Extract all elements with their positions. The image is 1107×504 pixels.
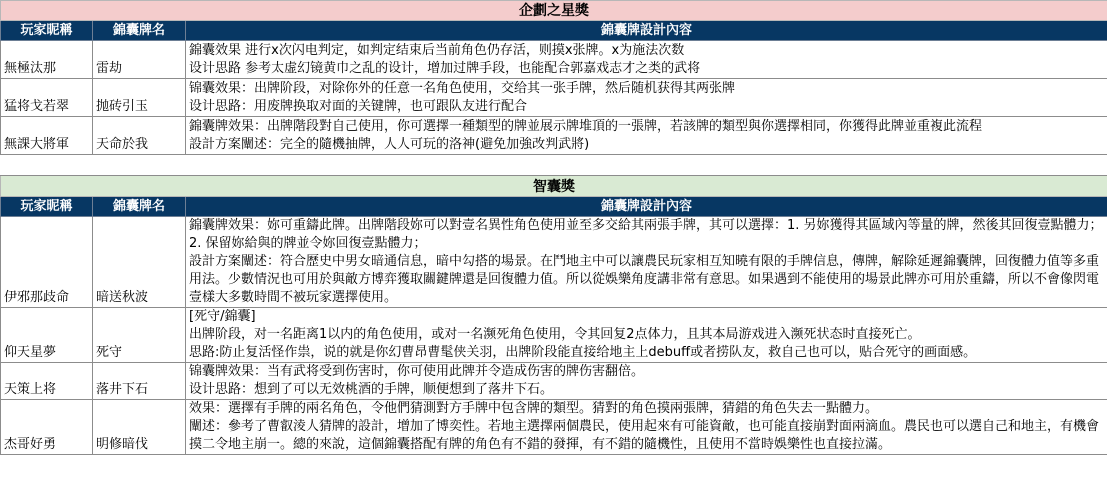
section2-header-row: [1, 197, 1107, 217]
table-row: [1, 363, 1107, 400]
card-cell[interactable]: 暗送秋波: [93, 217, 186, 308]
content-line: 锦囊效果：出牌阶段，对除你外的任意一名角色使用，交给其一张手牌，然后随机获得其两张牌: [189, 81, 736, 96]
content-cell[interactable]: [186, 117, 1107, 155]
content-cell[interactable]: [186, 308, 1107, 363]
empty-cell[interactable]: [1, 155, 1107, 176]
content-cell[interactable]: [186, 363, 1107, 400]
player-cell[interactable]: 杰哥好勇: [1, 400, 93, 455]
card-cell[interactable]: 落井下石: [93, 363, 186, 400]
card-cell[interactable]: 天命於我: [93, 117, 186, 155]
content-line: 设计思路：用废牌换取对面的关键牌，也可跟队友进行配合: [189, 99, 528, 114]
card-cell[interactable]: 明修暗伐: [93, 400, 186, 455]
section1-title[interactable]: 企劃之星獎: [1, 1, 1107, 21]
content-line: 思路:防止复活怪作祟，说的就是你幻曹昂曹髦侠关羽，出牌阶段能直接给地主上debuff或者捞队友，救自己也可以，贴合死守的画面感。: [189, 345, 977, 360]
header-content[interactable]: 錦囊牌設計內容: [186, 21, 1107, 41]
content-line: 出牌阶段，对一名距离1以内的角色使用，或对一名濒死角色使用，令其回复2点体力，且其本局游戏进入濒死状态时直接死亡。: [189, 327, 921, 342]
header-player[interactable]: 玩家昵稱: [1, 197, 93, 217]
player-cell[interactable]: 天策上将: [1, 363, 93, 400]
content-line: 錦囊牌效果：出牌階段對自己使用，你可選擇一種類型的牌並展示牌堆頂的一張牌，若該牌的類型與你選擇相同，你獲得此牌並重複此流程: [189, 119, 983, 134]
header-player[interactable]: 玩家昵稱: [1, 21, 93, 41]
section1-title-row: [1, 1, 1107, 21]
player-cell[interactable]: 仰天星夢: [1, 308, 93, 363]
content-cell[interactable]: [186, 400, 1107, 455]
section2-title-row: [1, 176, 1107, 197]
content-line: 设计思路 参考太虚幻镜黄巾之乱的设计，增加过牌手段，也能配合郭嘉戏志才之类的武将: [189, 61, 701, 76]
card-cell[interactable]: 雷劫: [93, 41, 186, 79]
content-cell[interactable]: [186, 79, 1107, 117]
table-row: [1, 217, 1107, 308]
player-cell[interactable]: 伊邪那歧命: [1, 217, 93, 308]
header-card[interactable]: 錦囊牌名: [93, 21, 186, 41]
table-row: [1, 79, 1107, 117]
card-cell[interactable]: 死守: [93, 308, 186, 363]
table-row: [1, 400, 1107, 455]
player-cell[interactable]: 無課大將軍: [1, 117, 93, 155]
content-line: 設計方案闡述：符合歷史中男女暗通信息，暗中勾搭的場景。在鬥地主中可以讓農民玩家相互知曉有限的手牌信息，傳牌，解除延遲錦囊牌，回復體力值等多重用法。少數情況也可用於與敵方博弈獲取關鍵牌還是回復體力值。所以從娛樂角度講非常有意思。如果遇到不能使用的場景此牌亦可用於重鑄，所以不會像閃電壹樣大多數時間不被玩家選擇使用。: [189, 254, 1100, 305]
player-cell[interactable]: 無極汰那: [1, 41, 93, 79]
player-cell[interactable]: 猛将戈若翠: [1, 79, 93, 117]
content-line: 錦囊牌效果：妳可重鑄此牌。出牌階段妳可以對壹名異性角色使用並至多交給其兩張手牌，其可以選擇：1. 另妳獲得其區域內等量的牌，然後其回復壹點體力；2. 保留妳給與的牌並令妳回復壹點體力；: [189, 218, 1103, 251]
header-card[interactable]: 錦囊牌名: [93, 197, 186, 217]
content-line: 設計方案闡述：完全的隨機抽牌，人人可玩的洛神(避免加強改判武將): [189, 137, 590, 152]
content-line: 效果：選擇有手牌的兩名角色，令他們猜測對方手牌中包含牌的類型。猜對的角色摸兩張牌，猜錯的角色失去一點體力。: [189, 401, 879, 416]
table-row: [1, 308, 1107, 363]
content-cell[interactable]: [186, 217, 1107, 308]
spacer-row: [1, 155, 1107, 176]
content-line: [死守/錦囊]: [189, 309, 256, 324]
card-cell[interactable]: 抛砖引玉: [93, 79, 186, 117]
content-line: 闡述：參考了曹叡淩人猜牌的設計，增加了博奕性。若地主選擇兩個農民，使用起來有可能資敵，也可能直接崩對面兩滴血。農民也可以選自己和地主，有機會摸二令地主崩一。總的來說，這個錦囊搭配有牌的角色有不錯的發揮，有不錯的隨機性，且使用不當時娛樂性也直接拉滿。: [189, 419, 1100, 452]
header-content[interactable]: 錦囊牌設計內容: [186, 197, 1107, 217]
table-row: [1, 117, 1107, 155]
section1-header-row: [1, 21, 1107, 41]
table-row: [1, 41, 1107, 79]
content-line: 錦囊效果 进行x次闪电判定，如判定结束后当前角色仍存活，则摸x张牌。x为施法次数: [189, 43, 685, 58]
content-line: 锦囊牌效果：当有武将受到伤害时，你可使用此牌并令造成伤害的牌伤害翻倍。: [189, 364, 645, 379]
content-line: 设计思路：想到了可以无效桃酒的手牌，顺便想到了落井下石。: [189, 382, 554, 397]
content-cell[interactable]: [186, 41, 1107, 79]
section2-title[interactable]: 智囊獎: [1, 176, 1107, 197]
